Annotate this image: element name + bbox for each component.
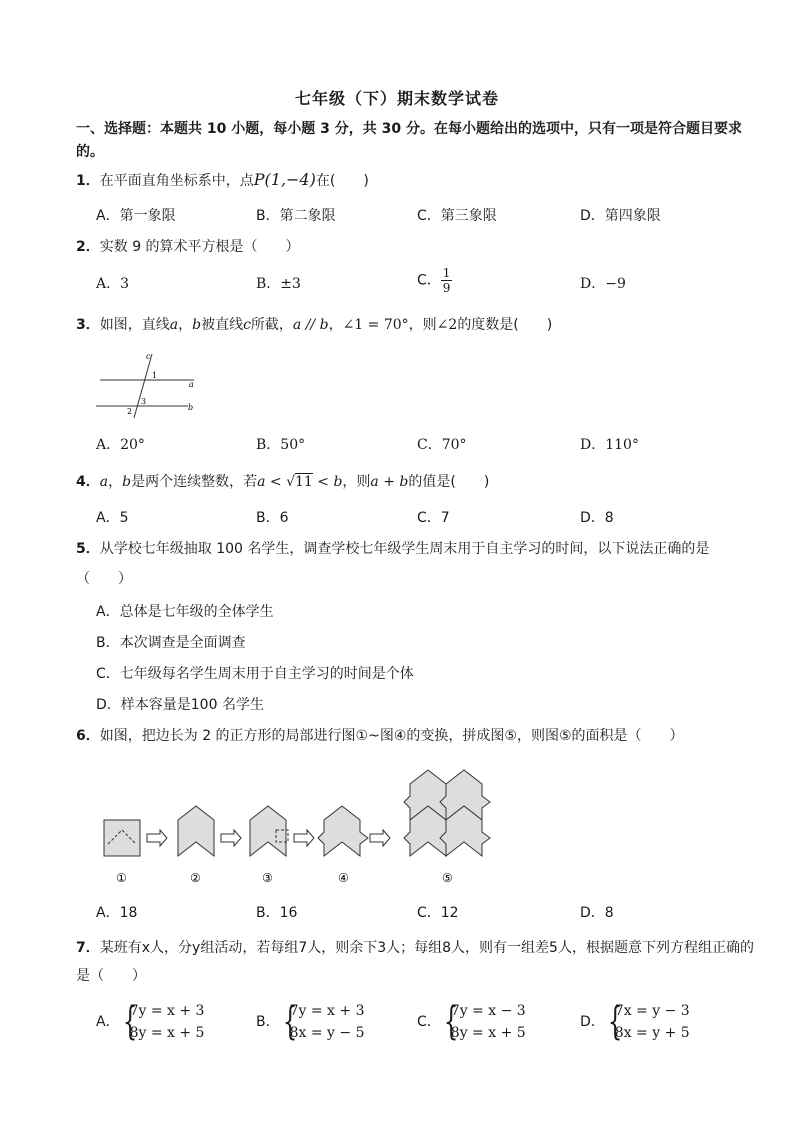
section-heading: 一、选择题：本题共 10 小题，每小题 3 分，共 30 分。在每小题给出的选项中，只有一项是符合题目要求的。 <box>76 121 742 160</box>
question-text: ，则 <box>408 317 437 333</box>
option-b[interactable]: B．16 <box>256 905 298 921</box>
question-1 <box>76 170 756 191</box>
question-text: 的值是( ) <box>408 474 490 490</box>
math-sum: a + b <box>370 474 409 490</box>
question-text: 实数 9 的算术平方根是（ ） <box>99 239 300 255</box>
option-a[interactable]: A．第一象限 <box>96 208 176 224</box>
equation-system <box>441 1000 526 1044</box>
option-b[interactable]: B．第二象限 <box>256 208 336 224</box>
brace-glyph: { <box>122 999 137 1043</box>
math-ineq-left: a < <box>257 474 287 490</box>
fig-label-3: ③ <box>262 871 273 885</box>
numerator: 1 <box>442 266 451 280</box>
brace-glyph: { <box>607 999 623 1043</box>
option-a[interactable]: A．18 <box>96 905 138 921</box>
square-transform-figure <box>92 762 502 890</box>
question-text: 如图，把边长为 2 的正方形的局部进行图①~图④的变换，拼成图⑤，则图⑤的面积是（ ） <box>99 728 684 744</box>
question-number: 4． <box>76 474 100 490</box>
math-parallel: a // b <box>292 317 329 333</box>
label-b: b <box>188 403 194 412</box>
option-label: C． <box>417 272 441 289</box>
option-c[interactable] <box>417 266 452 295</box>
question-number: 5． <box>76 541 100 557</box>
question-text: 在平面直角坐标系中，点 <box>99 173 254 189</box>
label-2: 2 <box>127 407 133 416</box>
question-number: 1． <box>76 173 100 189</box>
option-label: D． <box>580 1014 605 1030</box>
question-text: ， <box>178 317 193 333</box>
label-3: 3 <box>141 397 147 406</box>
question-text: ，则 <box>342 474 371 490</box>
option-label: A． <box>96 1014 120 1030</box>
page-title: 七年级（下）期末数学试卷 <box>294 89 499 108</box>
equation-1: 7y = x + 3 <box>129 1003 205 1019</box>
brace-glyph: { <box>443 999 459 1043</box>
option-d[interactable]: D．110° <box>580 437 639 453</box>
equation-1: 7x = y − 3 <box>614 1003 690 1019</box>
equation-2: 8x = y + 5 <box>614 1025 690 1041</box>
question-5-paren: （ ） <box>76 571 132 587</box>
option-b[interactable]: B．本次调查是全面调查 <box>96 635 246 651</box>
option-b[interactable]: B．±3 <box>256 276 301 292</box>
option-a[interactable]: A．3 <box>96 276 130 292</box>
question-text: 某班有x人，分y组活动，若每组7人，则余下3人；每组8人，则有一组差5人，根据题意下列方程组正确的是（ ） <box>76 940 754 984</box>
option-c[interactable]: C．第三象限 <box>417 208 497 224</box>
denominator: 9 <box>442 281 451 295</box>
option-d[interactable]: D．8 <box>580 905 614 921</box>
question-3 <box>76 315 756 335</box>
option-b[interactable]: B．50° <box>256 437 306 453</box>
question-6 <box>76 726 756 746</box>
option-c[interactable] <box>417 1000 526 1044</box>
question-text: 被直线 <box>201 317 244 333</box>
math-angle2: ∠2 <box>436 317 458 333</box>
option-label: C． <box>417 1014 441 1030</box>
question-number: 6． <box>76 728 100 744</box>
question-text: 是两个连续整数，若 <box>131 474 258 490</box>
label-1: 1 <box>152 371 158 380</box>
option-a[interactable]: A．总体是七年级的全体学生 <box>96 604 274 620</box>
option-d[interactable] <box>580 1000 690 1044</box>
var-a: a <box>99 474 109 490</box>
equation-2: 8x = y − 5 <box>289 1025 365 1041</box>
option-d[interactable]: D．−9 <box>580 276 626 292</box>
equation-1: 7y = x + 3 <box>289 1003 365 1019</box>
option-c[interactable]: C．7 <box>417 510 450 526</box>
question-text: 所截， <box>250 317 293 333</box>
equation-2: 8y = x + 5 <box>450 1025 526 1041</box>
equation-1: 7y = x − 3 <box>450 1003 526 1019</box>
fig-label-2: ② <box>190 871 201 885</box>
math-angle1: ∠1 = 70° <box>342 317 409 333</box>
parallel-lines-figure <box>92 350 202 422</box>
equation-system <box>120 1000 205 1044</box>
question-7 <box>76 934 756 990</box>
option-d[interactable]: D．8 <box>580 510 614 526</box>
label-c: c <box>146 352 151 361</box>
option-c[interactable]: C．七年级每名学生周末用于自主学习的时间是个体 <box>96 666 414 682</box>
option-a[interactable] <box>96 1000 204 1044</box>
question-text: 在( ) <box>315 173 369 189</box>
var-c: c <box>243 317 251 333</box>
label-a: a <box>189 380 194 389</box>
question-4 <box>76 472 756 492</box>
option-d[interactable]: D．样本容量是100 名学生 <box>96 697 264 713</box>
option-a[interactable]: A．5 <box>96 510 129 526</box>
question-text: ， <box>328 317 343 333</box>
option-c[interactable]: C．70° <box>417 437 467 453</box>
question-number: 3． <box>76 317 100 333</box>
option-label: B． <box>256 1014 280 1030</box>
question-number: 2． <box>76 239 100 255</box>
question-text: 从学校七年级抽取 100 名学生，调查学校七年级学生周末用于自主学习的时间，以下说法正确的是 <box>99 541 710 557</box>
question-number: 7． <box>76 940 100 956</box>
math-ineq-right: < b <box>312 474 343 490</box>
option-c[interactable]: C．12 <box>417 905 459 921</box>
var-a: a <box>169 317 179 333</box>
fig-label-5: ⑤ <box>442 871 453 885</box>
option-d[interactable]: D．第四象限 <box>580 208 661 224</box>
brace-glyph: { <box>282 999 297 1043</box>
question-5 <box>76 539 756 559</box>
fig-label-4: ④ <box>338 871 349 885</box>
var-b: b <box>122 474 132 490</box>
question-text: 的度数是( ) <box>457 317 553 333</box>
equation-2: 8y = x + 5 <box>129 1025 205 1041</box>
fraction <box>441 266 453 295</box>
var-b: b <box>192 317 202 333</box>
option-a[interactable]: A．20° <box>96 437 145 453</box>
math-point: P(1,−4) <box>253 170 316 189</box>
fig-label-1: ① <box>116 871 127 885</box>
sqrt-radicand: 11 <box>294 474 313 490</box>
equation-system <box>605 1000 690 1044</box>
question-text: ， <box>108 474 123 490</box>
question-2 <box>76 237 756 257</box>
option-b[interactable]: B．6 <box>256 510 289 526</box>
question-text: 如图，直线 <box>99 317 170 333</box>
sqrt-symbol: √ <box>286 474 295 490</box>
option-b[interactable] <box>256 1000 365 1044</box>
equation-system <box>280 1000 365 1044</box>
